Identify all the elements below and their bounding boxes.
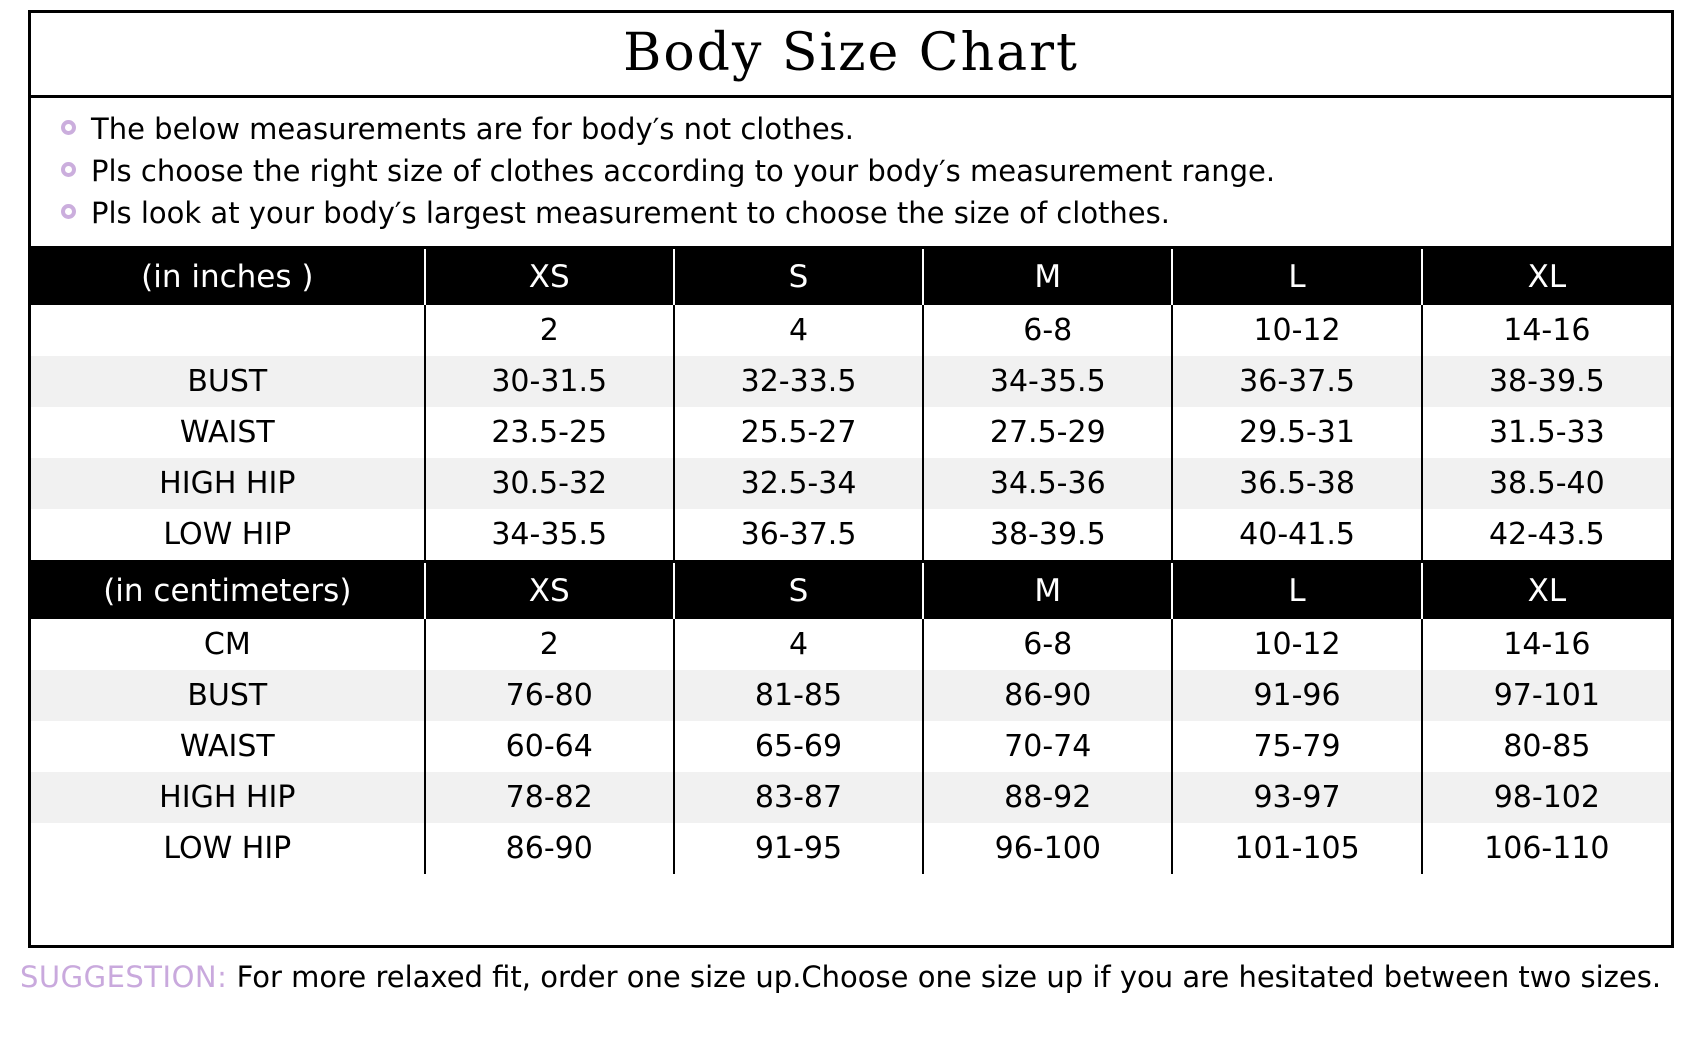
column-header-m: M xyxy=(923,248,1172,306)
cell-value: 86-90 xyxy=(923,670,1172,721)
row-label: BUST xyxy=(31,356,425,407)
cell-value: 10-12 xyxy=(1172,619,1421,670)
cell-value: 42-43.5 xyxy=(1422,509,1671,562)
cell-value: 34.5-36 xyxy=(923,458,1172,509)
table-header-row-inches xyxy=(31,248,1671,306)
notes-list xyxy=(31,95,1671,246)
column-header-s: S xyxy=(674,248,923,306)
table-row xyxy=(31,458,1671,509)
table-row xyxy=(31,823,1671,874)
cell-value: 83-87 xyxy=(674,772,923,823)
column-header-xs: XS xyxy=(425,562,674,620)
page-title: Body Size Chart xyxy=(623,23,1079,83)
suggestion-line xyxy=(20,960,1690,994)
cell-value: 27.5-29 xyxy=(923,407,1172,458)
cell-value: 88-92 xyxy=(923,772,1172,823)
table-row xyxy=(31,619,1671,670)
unit-header-inches: (in inches ) xyxy=(31,248,425,306)
cell-value: 31.5-33 xyxy=(1422,407,1671,458)
cell-value: 4 xyxy=(674,619,923,670)
suggestion-label: SUGGESTION: xyxy=(20,960,228,994)
bullet-circle-icon xyxy=(53,120,83,135)
measurements-table xyxy=(31,246,1671,874)
cell-value: 106-110 xyxy=(1422,823,1671,874)
column-header-xs: XS xyxy=(425,248,674,306)
cell-value: 38-39.5 xyxy=(1422,356,1671,407)
cell-value: 36-37.5 xyxy=(1172,356,1421,407)
column-header-xl: XL xyxy=(1422,248,1671,306)
table-row xyxy=(31,509,1671,562)
row-label xyxy=(31,305,425,356)
table-row xyxy=(31,305,1671,356)
cell-value: 4 xyxy=(674,305,923,356)
cell-value: 2 xyxy=(425,619,674,670)
table-row xyxy=(31,670,1671,721)
cell-value: 97-101 xyxy=(1422,670,1671,721)
cell-value: 29.5-31 xyxy=(1172,407,1421,458)
cell-value: 60-64 xyxy=(425,721,674,772)
cell-value: 36-37.5 xyxy=(674,509,923,562)
cell-value: 30.5-32 xyxy=(425,458,674,509)
cell-value: 6-8 xyxy=(923,305,1172,356)
table-row xyxy=(31,772,1671,823)
cell-value: 81-85 xyxy=(674,670,923,721)
table-row xyxy=(31,721,1671,772)
row-label: WAIST xyxy=(179,415,275,450)
cell-value: 36.5-38 xyxy=(1172,458,1421,509)
cell-value: 38.5-40 xyxy=(1422,458,1671,509)
cell-value: 40-41.5 xyxy=(1172,509,1421,562)
cell-value: 91-96 xyxy=(1172,670,1421,721)
unit-header-centimeters: (in centimeters) xyxy=(31,562,425,620)
cell-value: 78-82 xyxy=(425,772,674,823)
column-header-m: M xyxy=(923,562,1172,620)
table-header-row-centimeters xyxy=(31,562,1671,620)
note-item xyxy=(53,108,1671,150)
cell-value: 23.5-25 xyxy=(425,407,674,458)
cell-value: 80-85 xyxy=(1422,721,1671,772)
note-text: Pls look at your body′s largest measurement to choose the size of clothes. xyxy=(91,196,1170,230)
cell-value: 93-97 xyxy=(1172,772,1421,823)
table-row xyxy=(31,407,1671,458)
table-row xyxy=(31,356,1671,407)
note-item xyxy=(53,150,1671,192)
cell-value: 98-102 xyxy=(1422,772,1671,823)
cell-value: 91-95 xyxy=(674,823,923,874)
cell-value: 70-74 xyxy=(923,721,1172,772)
row-label: HIGH HIP xyxy=(31,458,425,509)
note-text: The below measurements are for body′s not clothes. xyxy=(91,112,855,146)
bullet-circle-icon xyxy=(53,162,83,177)
cell-value: 65-69 xyxy=(674,721,923,772)
cell-value: 6-8 xyxy=(923,619,1172,670)
column-header-xl: XL xyxy=(1422,562,1671,620)
cell-value: 75-79 xyxy=(1172,721,1421,772)
cell-value: 34-35.5 xyxy=(923,356,1172,407)
bullet-circle-icon xyxy=(53,204,83,219)
cell-value: 38-39.5 xyxy=(923,509,1172,562)
row-label: BUST xyxy=(31,670,425,721)
cell-value: 14-16 xyxy=(1422,619,1671,670)
cell-value: 34-35.5 xyxy=(425,509,674,562)
cell-value: 32.5-34 xyxy=(674,458,923,509)
note-item xyxy=(53,192,1671,234)
cell-value: 14-16 xyxy=(1422,305,1671,356)
cell-value: 25.5-27 xyxy=(674,407,923,458)
size-chart-frame xyxy=(28,10,1674,948)
cell-value: 76-80 xyxy=(425,670,674,721)
cell-value: 86-90 xyxy=(425,823,674,874)
cell-value: 96-100 xyxy=(923,823,1172,874)
cell-value: 2 xyxy=(425,305,674,356)
column-header-s: S xyxy=(674,562,923,620)
row-label: LOW HIP xyxy=(163,517,292,552)
column-header-l: L xyxy=(1172,248,1421,306)
cell-value: 10-12 xyxy=(1172,305,1421,356)
row-label: CM xyxy=(203,627,251,662)
cell-value: 101-105 xyxy=(1172,823,1421,874)
suggestion-text: For more relaxed fit, order one size up.Choose one size up if you are hesitated between two sizes. xyxy=(236,960,1662,994)
column-header-l: L xyxy=(1172,562,1421,620)
cell-value: 30-31.5 xyxy=(425,356,674,407)
note-text: Pls choose the right size of clothes according to your body′s measurement range. xyxy=(91,154,1276,188)
row-label: HIGH HIP xyxy=(31,772,425,823)
cell-value: 32-33.5 xyxy=(674,356,923,407)
row-label: LOW HIP xyxy=(163,831,292,866)
row-label: WAIST xyxy=(179,729,275,764)
